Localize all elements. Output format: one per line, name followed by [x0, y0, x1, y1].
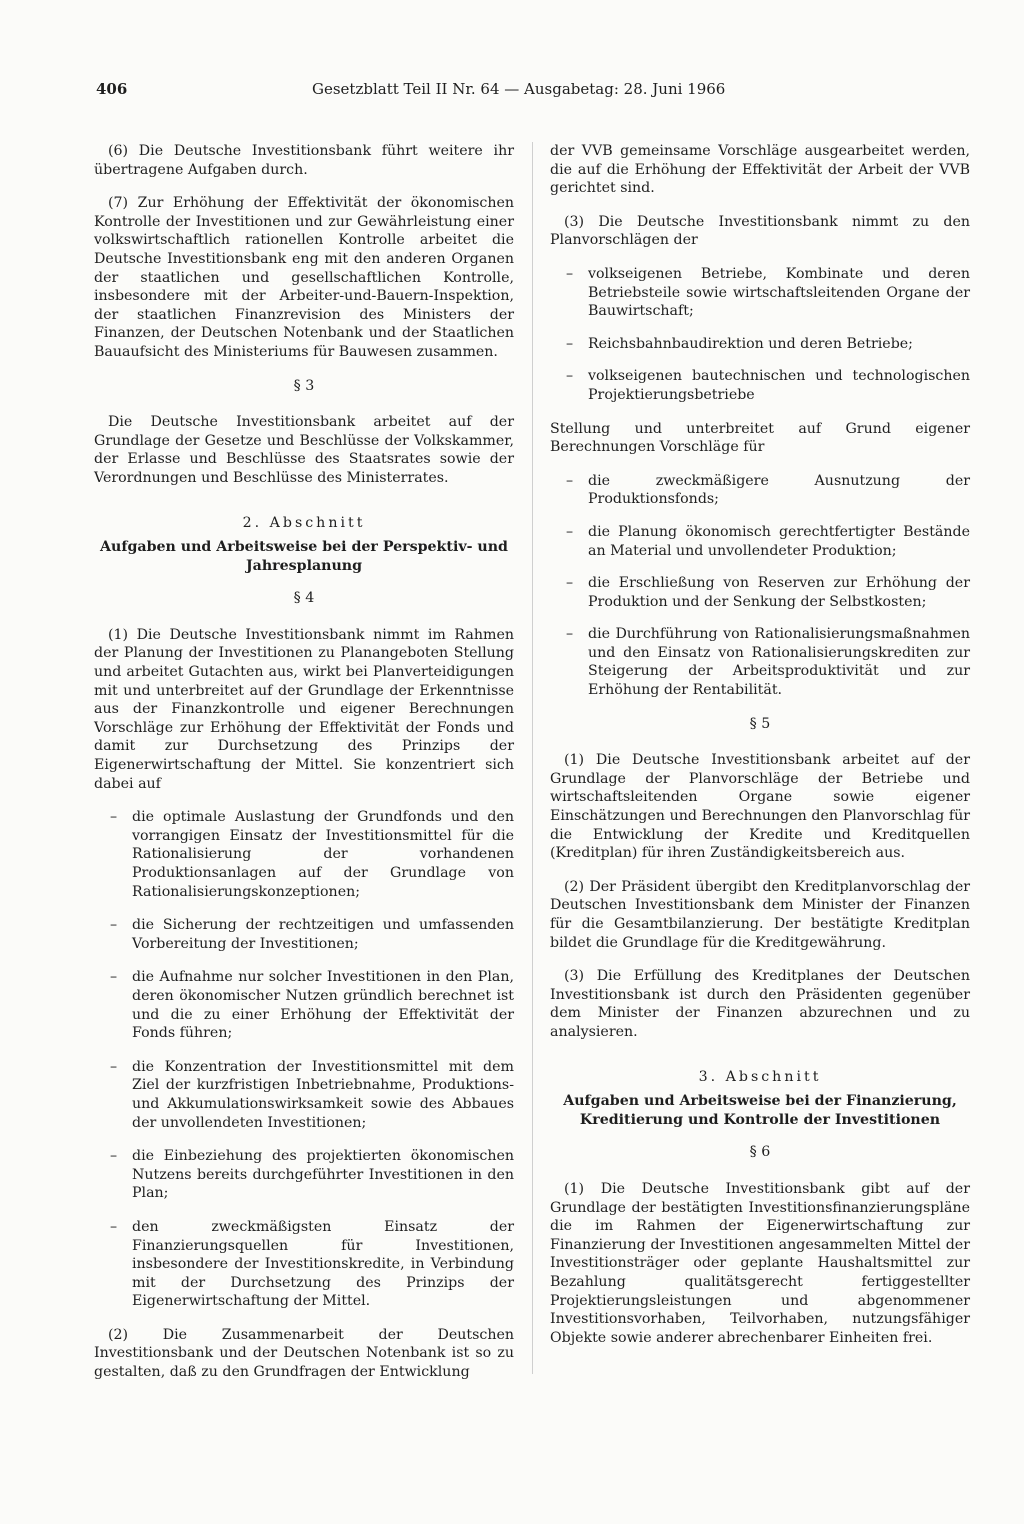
list-item: – die Konzentration der Investitionsmittel mit dem Ziel der kurzfristigen Inbetriebnahme, Produktions- und Akkumulationswirksamkeit sowie des Abbaues der unvollendeten Investitionen;	[94, 1058, 514, 1132]
section-4-title: § 4	[293, 590, 315, 607]
paragraph-6: (6) Die Deutsche Investitionsbank führt weitere ihr übertragene Aufgaben durch.	[94, 143, 514, 178]
section-6-paragraph-1: (1) Die Deutsche Investitionsbank gibt auf der Grundlage der bestätigten Investitionsfinanzierungspläne die im Rahmen der Eigenerwirtschaftung zur Finanzierung der Investitionen angesammelten Mittel der Investitionsträger oder geplante Haushaltsmittel zur Bezahlung qualitätsgerecht fertiggestellter Projektierungsleistungen und abgenommener Investitionsvorhaben, Teilvorhaben, nutzungsfähiger Objekte sowie anderer abrechenbarer Einheiten frei.	[550, 1180, 970, 1346]
section-4-paragraph-3: (3) Die Deutsche Investitionsbank nimmt zu den Planvorschlägen der	[550, 213, 970, 249]
proposal-topics-list	[550, 472, 970, 700]
right-column	[550, 142, 970, 1362]
list-item: – volkseigenen Betriebe, Kombinate und deren Betriebsteile sowie wirtschaftsleitenden Organe der Bauwirtschaft;	[550, 265, 970, 321]
list-item: – die optimale Auslastung der Grundfonds und den vorrangigen Einsatz der Investitionsmittel für die Rationalisierung der vorhandenen Produktionsanlagen auf der Grundlage von Rationalisierungskonzeptionen;	[94, 808, 514, 901]
section-5-title: § 5	[749, 715, 771, 732]
chapter-3-title: Aufgaben und Arbeitsweise bei der Finanzierung, Kreditierung und Kontrolle der Investitionen	[563, 1093, 957, 1128]
section-6-title: § 6	[749, 1144, 771, 1161]
section-4-focus-list	[94, 808, 514, 1311]
list-item: – die Erschließung von Reserven zur Erhöhung der Produktion und der Senkung der Selbstkosten;	[550, 574, 970, 611]
page-number: 406	[96, 80, 128, 98]
list-item: – Reichsbahnbaudirektion und deren Betriebe;	[550, 335, 970, 354]
list-item: – die Einbeziehung des projektierten ökonomischen Nutzens bereits durchgeführter Investitionen in den Plan;	[94, 1147, 514, 1203]
list-item: – den zweckmäßigsten Einsatz der Finanzierungsquellen für Investitionen, insbesondere der Investitionskredite, in Verbindung mit der Durchsetzung des Prinzips der Eigenerwirtschaftung der Mittel.	[94, 1218, 514, 1311]
list-item: – die Sicherung der rechtzeitigen und umfassenden Vorbereitung der Investitionen;	[94, 916, 514, 953]
list-item: – die Aufnahme nur solcher Investitionen in den Plan, deren ökonomischer Nutzen gründlich berechnet ist und die zu einer Erhöhung der Effektivität der Fonds führen;	[94, 968, 514, 1042]
section-3-text: Die Deutsche Investitionsbank arbeitet auf der Grundlage der Gesetze und Beschlüsse der Volkskammer, der Erlasse und Beschlüsse des Staatsrates sowie der Verordnungen und Beschlüsse des Ministerrates.	[94, 414, 514, 486]
section-5-paragraph-3: (3) Die Erfüllung des Kreditplanes der Deutschen Investitionsbank ist durch den Präsidenten gegenüber dem Minister der Finanzen abzurechnen und zu analysieren.	[550, 968, 970, 1040]
plan-proposal-list	[550, 265, 970, 405]
list-item: – volkseigenen bautechnischen und technologischen Projektierungsbetriebe	[550, 367, 970, 404]
page-header	[0, 80, 1024, 102]
section-4-paragraph-1: (1) Die Deutsche Investitionsbank nimmt im Rahmen der Planung der Investitionen zu Planangeboten Stellung und arbeitet Gutachten aus, wirkt bei Planverteidigungen mit und unterbreitet auf der Grundlage der Erkenntnisse aus der Finanzkontrolle und eigener Berechnungen Vorschläge zur Erhöhung der Effektivität der Fonds und damit zur Durchsetzung des Prinzips der Eigenerwirtschaftung der Mittel. Sie konzentriert sich dabei auf	[94, 626, 514, 792]
list-item: – die Durchführung von Rationalisierungsmaßnahmen und den Einsatz von Rationalisierungskrediten zur Steigerung der Arbeitsproduktivität und zur Erhöhung der Rentabilität.	[550, 625, 970, 699]
section-4-paragraph-3-continued: Stellung und unterbreitet auf Grund eigener Berechnungen Vorschläge für	[550, 420, 970, 456]
left-column	[94, 142, 514, 1397]
running-title: Gesetzblatt Teil II Nr. 64 — Ausgabetag: 28. Juni 1966	[312, 80, 726, 98]
chapter-3-heading: 3. Abschnitt	[698, 1068, 822, 1085]
chapter-2-heading: 2. Abschnitt	[242, 514, 366, 531]
column-gutter	[532, 142, 533, 1374]
section-3-title: § 3	[293, 377, 315, 394]
chapter-2-title: Aufgaben und Arbeitsweise bei der Perspektiv- und Jahresplanung	[100, 539, 508, 574]
list-item: – die Planung ökonomisch gerechtfertigter Bestände an Material und unvollendeter Produktion;	[550, 523, 970, 560]
paragraph-7: (7) Zur Erhöhung der Effektivität der ökonomischen Kontrolle der Investitionen und zur Gewährleistung einer volkswirtschaftlich rationellen Kontrolle arbeitet die Deutsche Investitionsbank eng mit den anderen Organen der staatlichen und gesellschaftlichen Kontrolle, insbesondere mit der Arbeiter-und-Bauern-Inspektion, der staatlichen Finanzrevision des Ministers der Finanzen, der Deutschen Notenbank und der Staatlichen Bauaufsicht des Ministeriums für Bauwesen zusammen.	[94, 195, 514, 360]
section-4-paragraph-2-end: der VVB gemeinsame Vorschläge ausgearbeitet werden, die auf die Erhöhung der Effektivität der Arbeit der VVB gerichtet sind.	[550, 143, 970, 197]
section-4-paragraph-2-start: (2) Die Zusammenarbeit der Deutschen Investitionsbank und der Deutschen Notenbank ist so zu gestalten, daß zu den Grundfragen der Entwicklung	[94, 1326, 514, 1381]
list-item: – die zweckmäßigere Ausnutzung der Produktionsfonds;	[550, 472, 970, 509]
section-5-paragraph-2: (2) Der Präsident übergibt den Kreditplanvorschlag der Deutschen Investitionsbank dem Minister der Finanzen für die Gesamtbilanzierung. Der bestätigte Kreditplan bildet die Grundlage für die Kreditgewährung.	[550, 878, 970, 951]
section-5-paragraph-1: (1) Die Deutsche Investitionsbank arbeitet auf der Grundlage der Planvorschläge der Betriebe und wirtschaftsleitenden Organe sowie eigener Einschätzungen und Berechnungen den Planvorschlag für die Entwicklung der Kredite und Kreditquellen (Kreditplan) für ihren Zuständigkeitsbereich aus.	[550, 752, 970, 862]
